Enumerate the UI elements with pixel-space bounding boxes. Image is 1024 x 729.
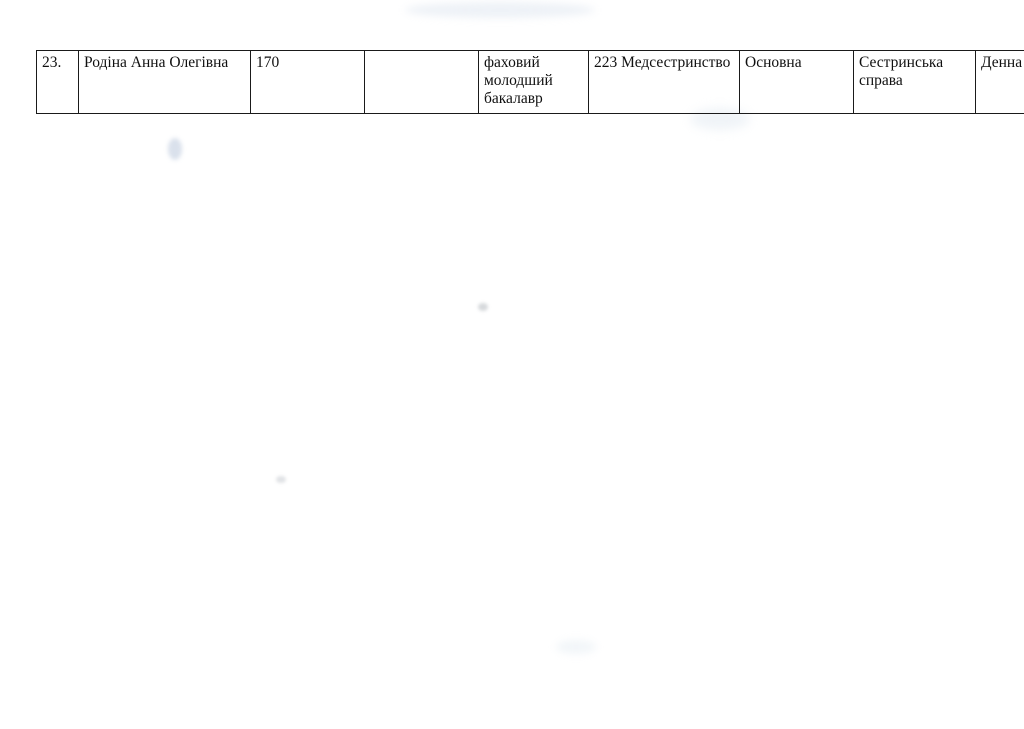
cell-specialty: 223 Медсестринство bbox=[589, 51, 740, 114]
cell-number: 23. bbox=[37, 51, 79, 114]
cell-basis: Основна bbox=[740, 51, 854, 114]
cell-study-form: Денна bbox=[976, 51, 1024, 114]
scan-artifact bbox=[556, 640, 596, 654]
cell-blank bbox=[365, 51, 479, 114]
cell-program: Сестринська справа bbox=[854, 51, 976, 114]
scan-artifact bbox=[276, 476, 286, 483]
scan-artifact bbox=[168, 138, 182, 160]
scan-artifact bbox=[405, 2, 595, 18]
cell-score: 170 bbox=[251, 51, 365, 114]
cell-degree: фаховий молодший бакалавр bbox=[479, 51, 589, 114]
scan-artifact bbox=[478, 303, 488, 311]
applicants-table bbox=[36, 50, 1024, 114]
cell-full-name: Родіна Анна Олегівна bbox=[79, 51, 251, 114]
table-row bbox=[37, 51, 1024, 114]
